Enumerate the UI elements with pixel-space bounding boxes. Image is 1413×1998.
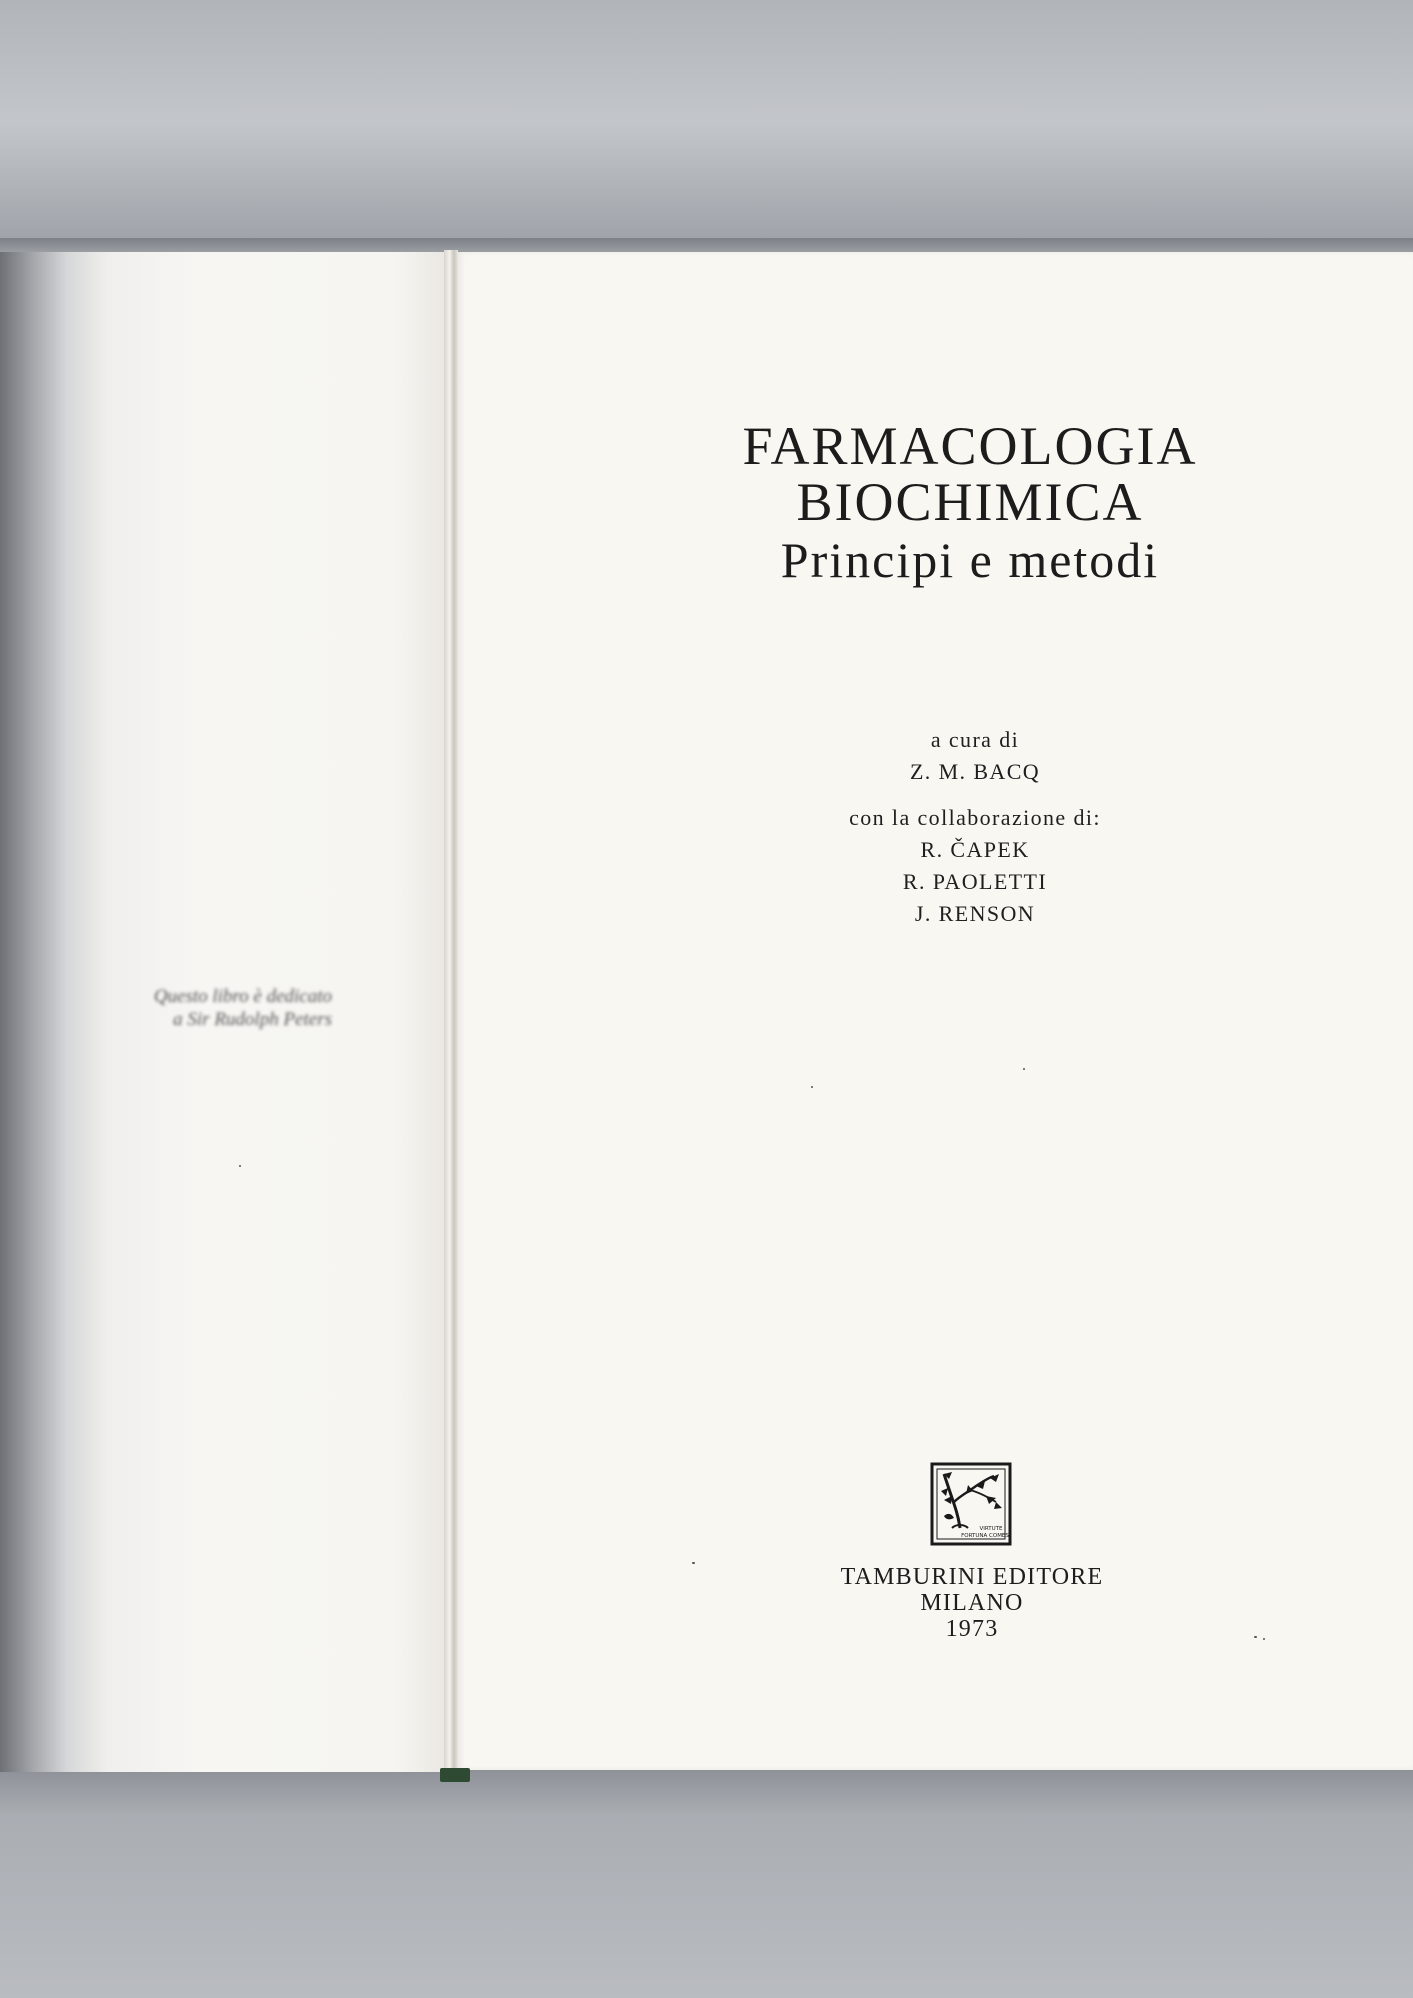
book-top-edge	[0, 238, 1413, 252]
publisher-name: TAMBURINI EDITORE	[840, 1564, 1104, 1590]
scan-background-bottom	[0, 1770, 1413, 1998]
title-line-1: FARMACOLOGIA	[742, 416, 1198, 476]
dedication-line-1: Questo libro è dedicato	[153, 986, 332, 1007]
paper-speck	[811, 1086, 813, 1088]
publisher-emblem-icon	[930, 1462, 1012, 1546]
left-page	[0, 252, 448, 1772]
editor-name: Z. M. BACQ	[909, 759, 1041, 784]
book-gutter	[444, 250, 458, 1774]
dedication-line-2: a Sir Rudolph Peters	[173, 1009, 332, 1030]
publication-year: 1973	[945, 1616, 999, 1642]
emblem-motto-line-1: VIRTUTE	[979, 1526, 1003, 1532]
paper-speck	[692, 1562, 695, 1564]
title-line-2: BIOCHIMICA	[796, 472, 1144, 532]
paper-speck	[1023, 1068, 1025, 1070]
subtitle: Principi e metodi	[780, 532, 1160, 588]
collaboration-label: con la collaborazione di:	[849, 805, 1101, 830]
collaborator-name: R. PAOLETTI	[902, 869, 1048, 894]
book-title	[600, 418, 1340, 590]
collaborator-name: R. ČAPEK	[920, 837, 1030, 862]
credits	[745, 724, 1205, 930]
paper-speck	[239, 1165, 241, 1167]
publisher-block	[770, 1564, 1174, 1642]
collaborator-name: J. RENSON	[914, 901, 1036, 926]
scan-background-top	[0, 0, 1413, 245]
paper-speck	[1254, 1636, 1257, 1638]
book-spine	[440, 1768, 470, 1782]
publisher-city: MILANO	[920, 1590, 1024, 1616]
edited-by-label: a cura di	[930, 727, 1020, 752]
dedication	[0, 985, 332, 1031]
emblem-motto-line-2: FORTUNA COMES	[961, 1533, 1009, 1539]
paper-speck	[1263, 1638, 1265, 1640]
